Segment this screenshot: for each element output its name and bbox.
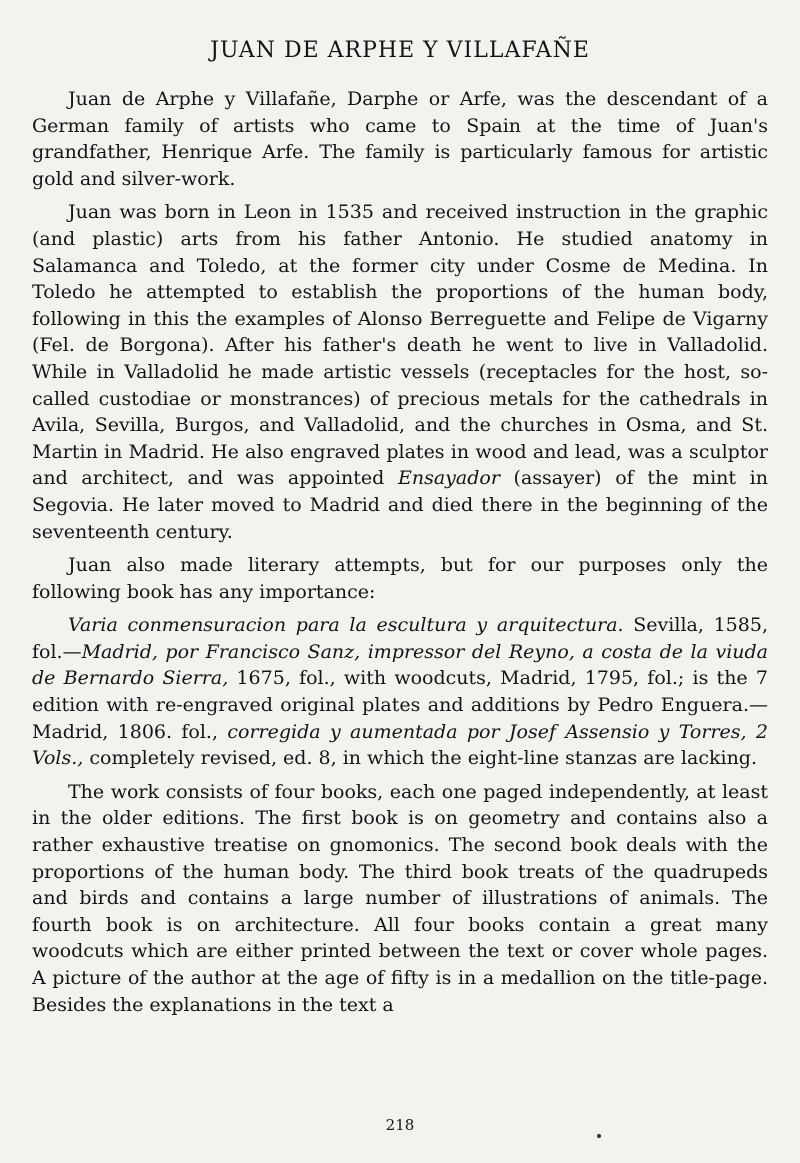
biography-text-b: (assayer) of the mint in Segovia. He later moved to Madrid and died there in the beginning of the seventeenth century. — [32, 467, 768, 543]
page-title: JUAN DE ARPHE Y VILLAFAÑE — [210, 38, 590, 63]
body-text — [32, 86, 768, 1018]
citation-text-2: 1675, fol., with woodcuts, Madrid, 1795, fol.; is the 7 edition with re-engraved original plates and additions by Pedro Enguera.—Madrid, 1806. fol., — [32, 667, 768, 743]
biography-emphasis: Ensayador — [397, 467, 500, 490]
page-number: 218 — [385, 1116, 415, 1134]
biography-text-a: Juan was born in Leon in 1535 and received instruction in the graphic (and plastic) arts from his father Antonio. He studied anatomy in Salamanca and Toledo, at the former city under Cosme de Medina. In Toledo he attempted to establish the proportions of the human body, following in this the examples of Alonso Berreguette and Felipe de Vigarny (Fel. de Borgona). After his father's death he went to live in Valladolid. While in Valladolid he made artistic vessels (receptacles for the host, so-called custodiae or monstrances) of precious metals for the cathedrals in Avila, Sevilla, Burgos, and Valladolid, and the churches in Osma, and St. Martin in Madrid. He also engraved plates in wood and lead, was a sculptor and architect, and was appointed — [32, 201, 768, 490]
citation-revision: corregida y aumentada por Josef Assensio y Torres, 2 Vols., — [32, 720, 768, 770]
paragraph-biography — [32, 199, 768, 545]
citation-publisher: Madrid, por Francisco Sanz, impressor del Reyno, a costa de la viuda de Bernardo Sierra, — [32, 640, 768, 690]
paragraph-literary-attempts: Juan also made literary attempts, but for our purposes only the following book has any importance: — [32, 554, 768, 603]
paragraph-work-description: The work consists of four books, each one paged independently, at least in the older editions. The first book is on geometry and contains also a rather exhaustive treatise on gnomonics. The second book deals with the proportions of the human body. The third book treats of the quadrupeds and birds and contains a large number of illustrations of animals. The fourth book is on architecture. All four books contain a great many woodcuts which are either printed between the text or cover whole pages. A picture of the author at the age of fifty is in a medallion on the title-page. Besides the explanations in the text a — [32, 780, 768, 1016]
citation-text-3: completely revised, ed. 8, in which the eight-line stanzas are lacking. — [83, 747, 758, 770]
ink-speck — [597, 1134, 601, 1138]
paragraph-family-origin: Juan de Arphe y Villafañe, Darphe or Arfe, was the descendant of a German family of artists who came to Spain at the time of Juan's grandfather, Henrique Arfe. The family is particularly famous for artistic gold and silver-work. — [32, 88, 768, 190]
book-title: Varia conmensuracion para la escultura y arquitectura. — [68, 614, 624, 637]
paragraph-book-citation — [32, 612, 768, 772]
citation-text-1: Sevilla, 1585, fol.— — [32, 614, 768, 663]
